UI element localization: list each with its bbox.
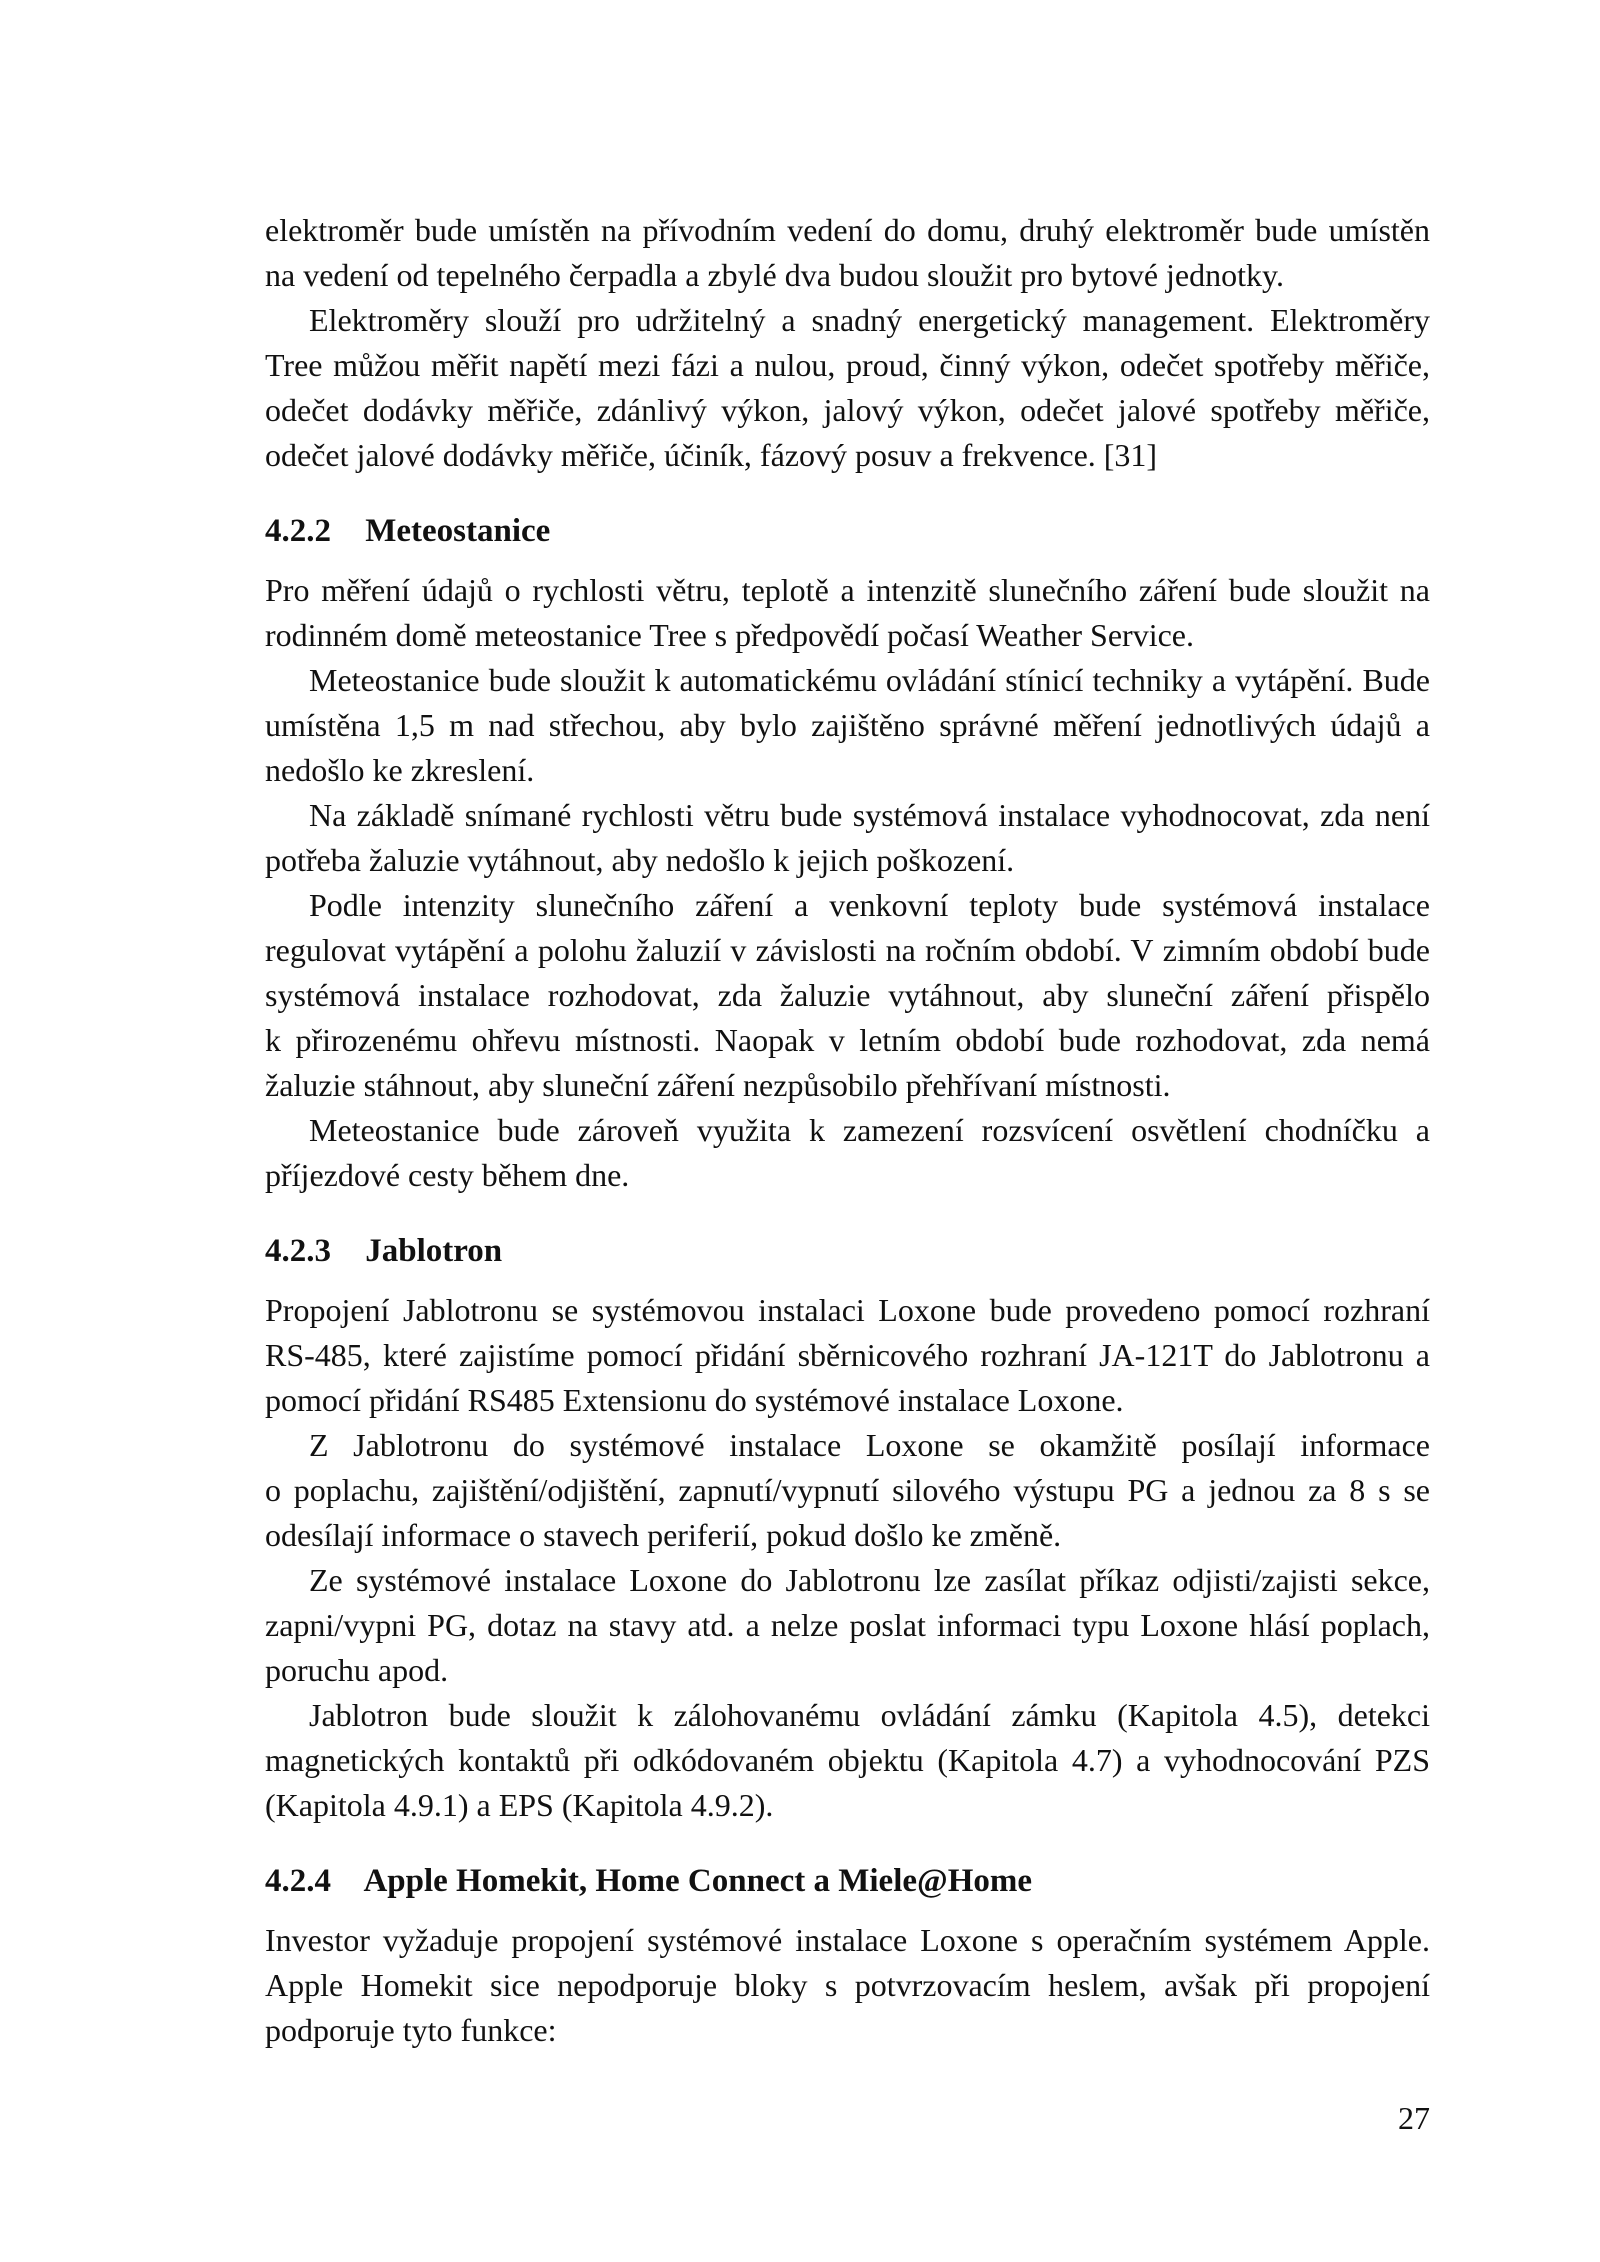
paragraph: Ze systémové instalace Loxone do Jablotronu lze zasílat příkaz odjisti/zajisti sekce, zapni/vypni PG, dotaz na stavy atd. a nelze poslat informaci typu Loxone hlásí poplach, poruchu apod. xyxy=(265,1562,1430,1688)
paragraph: elektroměr bude umístěn na přívodním vedení do domu, druhý elektroměr bude umístěn na vedení od tepelného čerpadla a zbylé dva budou sloužit pro bytové jednotky. xyxy=(265,212,1430,293)
section-title: Meteostanice xyxy=(365,513,551,549)
section-number: 4.2.2 xyxy=(265,513,331,549)
paragraph: Podle intenzity slunečního záření a venkovní teploty bude systémová instalace regulovat vytápění a polohu žaluzií v závislosti na ročním období. V zimním období bude systémová instalace rozhodovat, zda žaluzie vytáhnout, aby sluneční záření přispělo k přirozenému ohřevu místnosti. Naopak v letním období bude rozhodovat, zda nemá žaluzie stáhnout, aby sluneční záření nezpůsobilo přehřívaní místnosti. xyxy=(265,887,1430,1103)
section-heading-4-2-2 xyxy=(265,508,1430,554)
page-content xyxy=(265,208,1430,2053)
paragraph: Propojení Jablotronu se systémovou instalaci Loxone bude provedeno pomocí rozhraní RS-485, které zajistíme pomocí přidání sběrnicového rozhraní JA-121T do Jablotronu a pomocí přidání RS485 Extensionu do systémové instalace Loxone. xyxy=(265,1292,1430,1418)
paragraph: Na základě snímané rychlosti větru bude systémová instalace vyhodnocovat, zda není potřeba žaluzie vytáhnout, aby nedošlo k jejich poškození. xyxy=(265,797,1430,878)
paragraph: Investor vyžaduje propojení systémové instalace Loxone s operačním systémem Apple. Apple Homekit sice nepodporuje bloky s potvrzovacím heslem, avšak při propojení podporuje tyto funkce: xyxy=(265,1922,1430,2048)
section-heading-4-2-3 xyxy=(265,1228,1430,1274)
paragraph: Meteostanice bude sloužit k automatickému ovládání stínicí techniky a vytápění. Bude umístěna 1,5 m nad střechou, aby bylo zajištěno správné měření jednotlivých údajů a nedošlo ke zkreslení. xyxy=(265,662,1430,788)
paragraph: Elektroměry slouží pro udržitelný a snadný energetický management. Elektroměry Tree můžou měřit napětí mezi fázi a nulou, proud, činný výkon, odečet spotřeby měřiče, odečet dodávky měřiče, zdánlivý výkon, jalový výkon, odečet jalové spotřeby měřiče, odečet jalové dodávky měřiče, účiník, fázový posuv a frekvence. [31] xyxy=(265,302,1430,473)
paragraph: Z Jablotronu do systémové instalace Loxone se okamžitě posílají informace o poplachu, zajištění/odjištění, zapnutí/vypnutí silového výstupu PG a jednou za 8 s se odesílají informace o stavech periferií, pokud došlo ke změně. xyxy=(265,1427,1430,1553)
section-number: 4.2.3 xyxy=(265,1233,331,1269)
section-heading-4-2-4 xyxy=(265,1858,1430,1904)
paragraph: Meteostanice bude zároveň využita k zamezení rozsvícení osvětlení chodníčku a příjezdové cesty během dne. xyxy=(265,1112,1430,1193)
page-number: 27 xyxy=(1398,2100,1430,2136)
section-title: Apple Homekit, Home Connect a Miele@Home xyxy=(363,1863,1033,1899)
section-number: 4.2.4 xyxy=(265,1863,331,1899)
paragraph: Jablotron bude sloužit k zálohovanému ovládání zámku (Kapitola 4.5), detekci magnetických kontaktů při odkódovaném objektu (Kapitola 4.7) a vyhodnocování PZS (Kapitola 4.9.1) a EPS (Kapitola 4.9.2). xyxy=(265,1697,1430,1823)
section-title: Jablotron xyxy=(365,1233,503,1269)
paragraph: Pro měření údajů o rychlosti větru, teplotě a intenzitě slunečního záření bude sloužit na rodinném domě meteostanice Tree s předpovědí počasí Weather Service. xyxy=(265,572,1430,653)
